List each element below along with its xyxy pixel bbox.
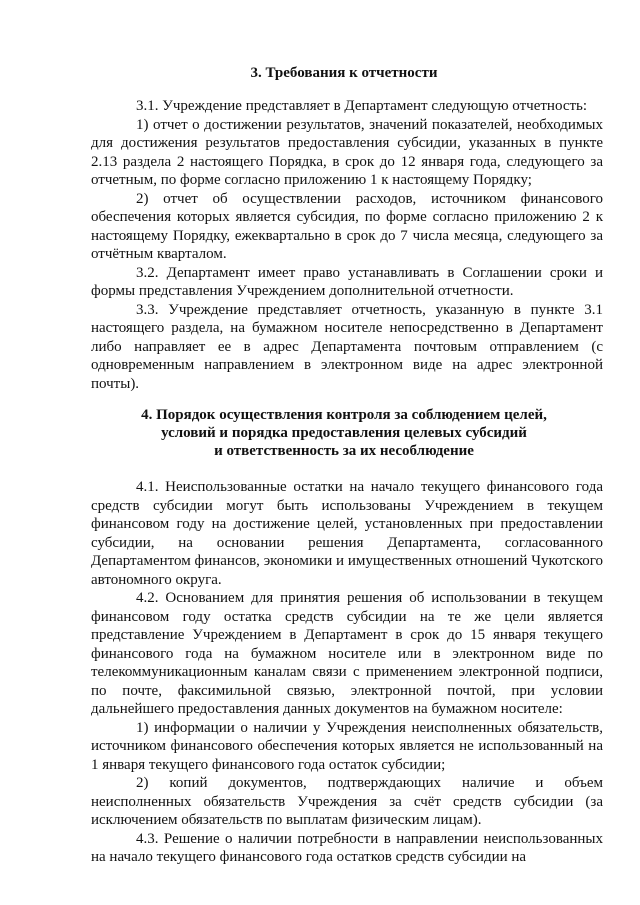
paragraph-4-2-item-1: 1) информации о наличии у Учреждения неисполненных обязательств, источником финансового обеспечения которых является не использованный на 1 января текущего финансового года остаток субсидии;	[91, 719, 603, 773]
paragraph-4-3: 4.3. Решение о наличии потребности в направлении неиспользованных на начало текущего финансового года остатков средств субсидии на	[91, 830, 603, 865]
section-3-body	[91, 97, 603, 393]
section-3-title: 3. Требования к отчетности	[250, 65, 438, 81]
paragraph-3-1: 3.1. Учреждение представляет в Департамент следующую отчетность:	[136, 98, 588, 114]
paragraph-3-1-item-1: 1) отчет о достижении результатов, значений показателей, необходимых для достижения результатов предоставления субсидии, указанных в пункте 2.13 раздела 2 настоящего Порядка, в срок до 12 января года, следующего за отчетным, по форме согласно приложению 1 к настоящему Порядку;	[91, 116, 603, 188]
paragraph-4-2: 4.2. Основанием для принятия решения об использовании в текущем финансовом году остатка средств субсидии на те же цели является представление Учреждением в Департамент в срок до 15 января текущего финансового года на бумажном носителе или в электронном виде по телекоммуникационным каналам связи с применением электронной подписи, по почте, факсимильной связью, электронной почтой, при условии дальнейшего предоставления данных документов на бумажном носителе:	[91, 590, 603, 717]
paragraph-3-3: 3.3. Учреждение представляет отчетность, указанную в пункте 3.1 настоящего раздела, на бумажном носителе непосредственно в Департамент либо направляет ее в адрес Департамента почтовым отправлением (с одновременным направлением в электронном виде на адрес электронной почты).	[91, 301, 603, 392]
section-4-title-line-2: условий и порядка предоставления целевых субсидий	[161, 425, 527, 441]
paragraph-4-2-item-2: 2) копий документов, подтверждающих наличие и объем неисполненных обязательств Учреждения за счёт средств субсидии (за исключением обязательств по выплатам физическим лицам).	[91, 775, 603, 828]
paragraph-4-1: 4.1. Неиспользованные остатки на начало текущего финансового года средств субсидии могут быть использованы Учреждением в текущем финансовом году на достижение целей, установленных при предоставлении субсидии, на основании решения Департамента, согласованного Департаментом финансов, экономики и имущественных отношений Чукотского автономного округа.	[91, 479, 603, 588]
section-4-title	[24, 406, 640, 460]
section-4-body	[91, 478, 603, 867]
paragraph-3-1-item-2: 2) отчет об осуществлении расходов, источником финансового обеспечения которых является субсидия, по форме согласно приложению 2 к настоящему Порядку, ежеквартально в срок до 7 числа месяца, следующего за отчётным кварталом.	[91, 190, 603, 262]
section-4-title-line-3: и ответственность за их несоблюдение	[214, 443, 474, 459]
section-4-title-line-1: 4. Порядок осуществления контроля за соблюдением целей,	[141, 407, 547, 423]
paragraph-3-2: 3.2. Департамент имеет право устанавливать в Соглашении сроки и формы представления Учреждением дополнительной отчетности.	[91, 264, 603, 299]
